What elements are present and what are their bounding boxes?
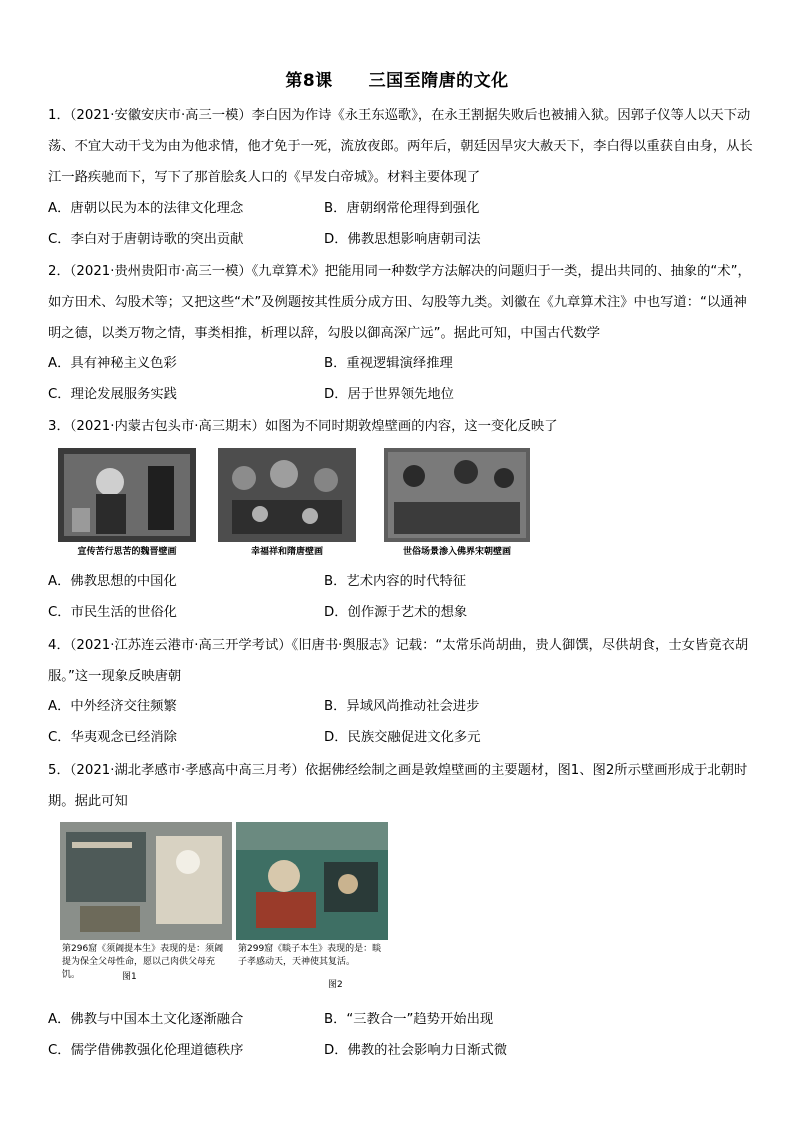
mural-image-3	[384, 448, 530, 542]
figure-1-label: 图1	[122, 972, 137, 982]
dunhuang-mural-figure	[58, 448, 530, 560]
mural-panel-1	[58, 448, 196, 560]
mural-image-2	[218, 448, 356, 542]
mural-image-1	[58, 448, 196, 542]
question-1-stem: 1．（2021·安徽安庆市·高三一模）李白因为作诗《永王东巡歌》，在永王割据失败后也被捕入狱。因郭子仪等人以天下动荡、不宜大动干戈为由为他求情，他才免于一死，流放夜郎。两年后，朝廷因旱灾大赦天下，李白得以重获自由身，从长江一路疾驰而下，写下了那首脍炙人口的《早发白帝城》。材料主要体现了	[48, 108, 753, 185]
figure-1-2	[60, 822, 388, 990]
question-4-option-d[interactable]: D．民族交融促进文化多元	[324, 730, 481, 745]
question-5-option-a[interactable]: A．佛教与中国本土文化逐渐融合	[48, 1012, 244, 1027]
mural-panel-3	[384, 448, 530, 560]
lesson-number: 第8课	[285, 71, 333, 91]
question-1-option-c[interactable]: C．李白对于唐朝诗歌的突出贡献	[48, 232, 244, 247]
question-3-option-c[interactable]: C．市民生活的世俗化	[48, 605, 177, 620]
question-4-option-a[interactable]: A．中外经济交往频繁	[48, 699, 177, 714]
mural-panel-2	[218, 448, 356, 560]
question-4-stem: 4．（2021·江苏连云港市·高三开学考试）《旧唐书·舆服志》记载：“太常乐尚胡曲，贵人御馔，尽供胡食，士女皆竟衣胡服。”这一现象反映唐朝	[48, 638, 749, 684]
question-4-option-b[interactable]: B．异域风尚推动社会进步	[324, 699, 480, 714]
question-1-option-d[interactable]: D．佛教思想影响唐朝司法	[324, 232, 481, 247]
figure-1	[60, 822, 232, 990]
question-3-option-d[interactable]: D．创作源于艺术的想象	[324, 605, 468, 620]
question-1-option-a[interactable]: A．唐朝以民为本的法律文化理念	[48, 201, 244, 216]
question-3-stem: 3．（2021·内蒙古包头市·高三期末）如图为不同时期敦煌壁画的内容，这一变化反映了	[48, 419, 558, 434]
mural-caption-1: 宣传苦行思苦的魏晋壁画	[77, 547, 177, 557]
question-5-option-d[interactable]: D．佛教的社会影响力日渐式微	[324, 1043, 508, 1058]
question-3-option-b[interactable]: B．艺术内容的时代特征	[324, 574, 467, 589]
mural-caption-2: 幸福祥和隋唐壁画	[250, 547, 323, 557]
page-title	[0, 66, 794, 91]
mural-caption-3: 世俗场景渗入佛界宋朝壁画	[402, 547, 511, 557]
question-4-option-c[interactable]: C．华夷观念已经消除	[48, 730, 177, 745]
figure-2-label: 图2	[328, 980, 343, 990]
question-5-option-c[interactable]: C．儒学借佛教强化伦理道德秩序	[48, 1043, 244, 1058]
figure-1-image	[60, 822, 232, 940]
figure-2-caption: 第299窟《睒子本生》表现的是：睒子孝感动天，天神使其复活。	[238, 944, 382, 967]
figure-2	[236, 822, 388, 990]
question-2-option-a[interactable]: A．具有神秘主义色彩	[48, 356, 177, 371]
question-2-option-c[interactable]: C．理论发展服务实践	[48, 387, 177, 402]
question-5-stem: 5．（2021·湖北孝感市·孝感高中高三月考）依据佛经绘制之画是敦煌壁画的主要题材，图1、图2所示壁画形成于北朝时期。据此可知	[48, 763, 748, 809]
figure-1-caption: 第296窟《须阇提本生》表现的是：须阇提为保全父母性命，愿以己肉供父母充饥。	[62, 944, 224, 980]
question-5-option-b[interactable]: B．“三教合一”趋势开始出现	[324, 1012, 494, 1027]
question-2-option-d[interactable]: D．居于世界领先地位	[324, 387, 454, 402]
question-2-stem: 2．（2021·贵州贵阳市·高三一模）《九章算术》把能用同一种数学方法解决的问题归于一类，提出共同的、抽象的“术”，如方田术、勾股术等；又把这些“术”及例题按其性质分成方田、勾股等九类。刘徽在《九章算术注》中也写道：“以通神明之德，以类万物之情，事类相推，析理以辞，勾股以御高深广远”。据此可知，中国古代数学	[48, 264, 751, 341]
question-2-option-b[interactable]: B．重视逻辑演绎推理	[324, 356, 453, 371]
question-1-option-b[interactable]: B．唐朝纲常伦理得到强化	[324, 201, 480, 216]
question-3-option-a[interactable]: A．佛教思想的中国化	[48, 574, 177, 589]
figure-2-image	[236, 822, 388, 940]
lesson-topic: 三国至隋唐的文化	[368, 71, 509, 91]
